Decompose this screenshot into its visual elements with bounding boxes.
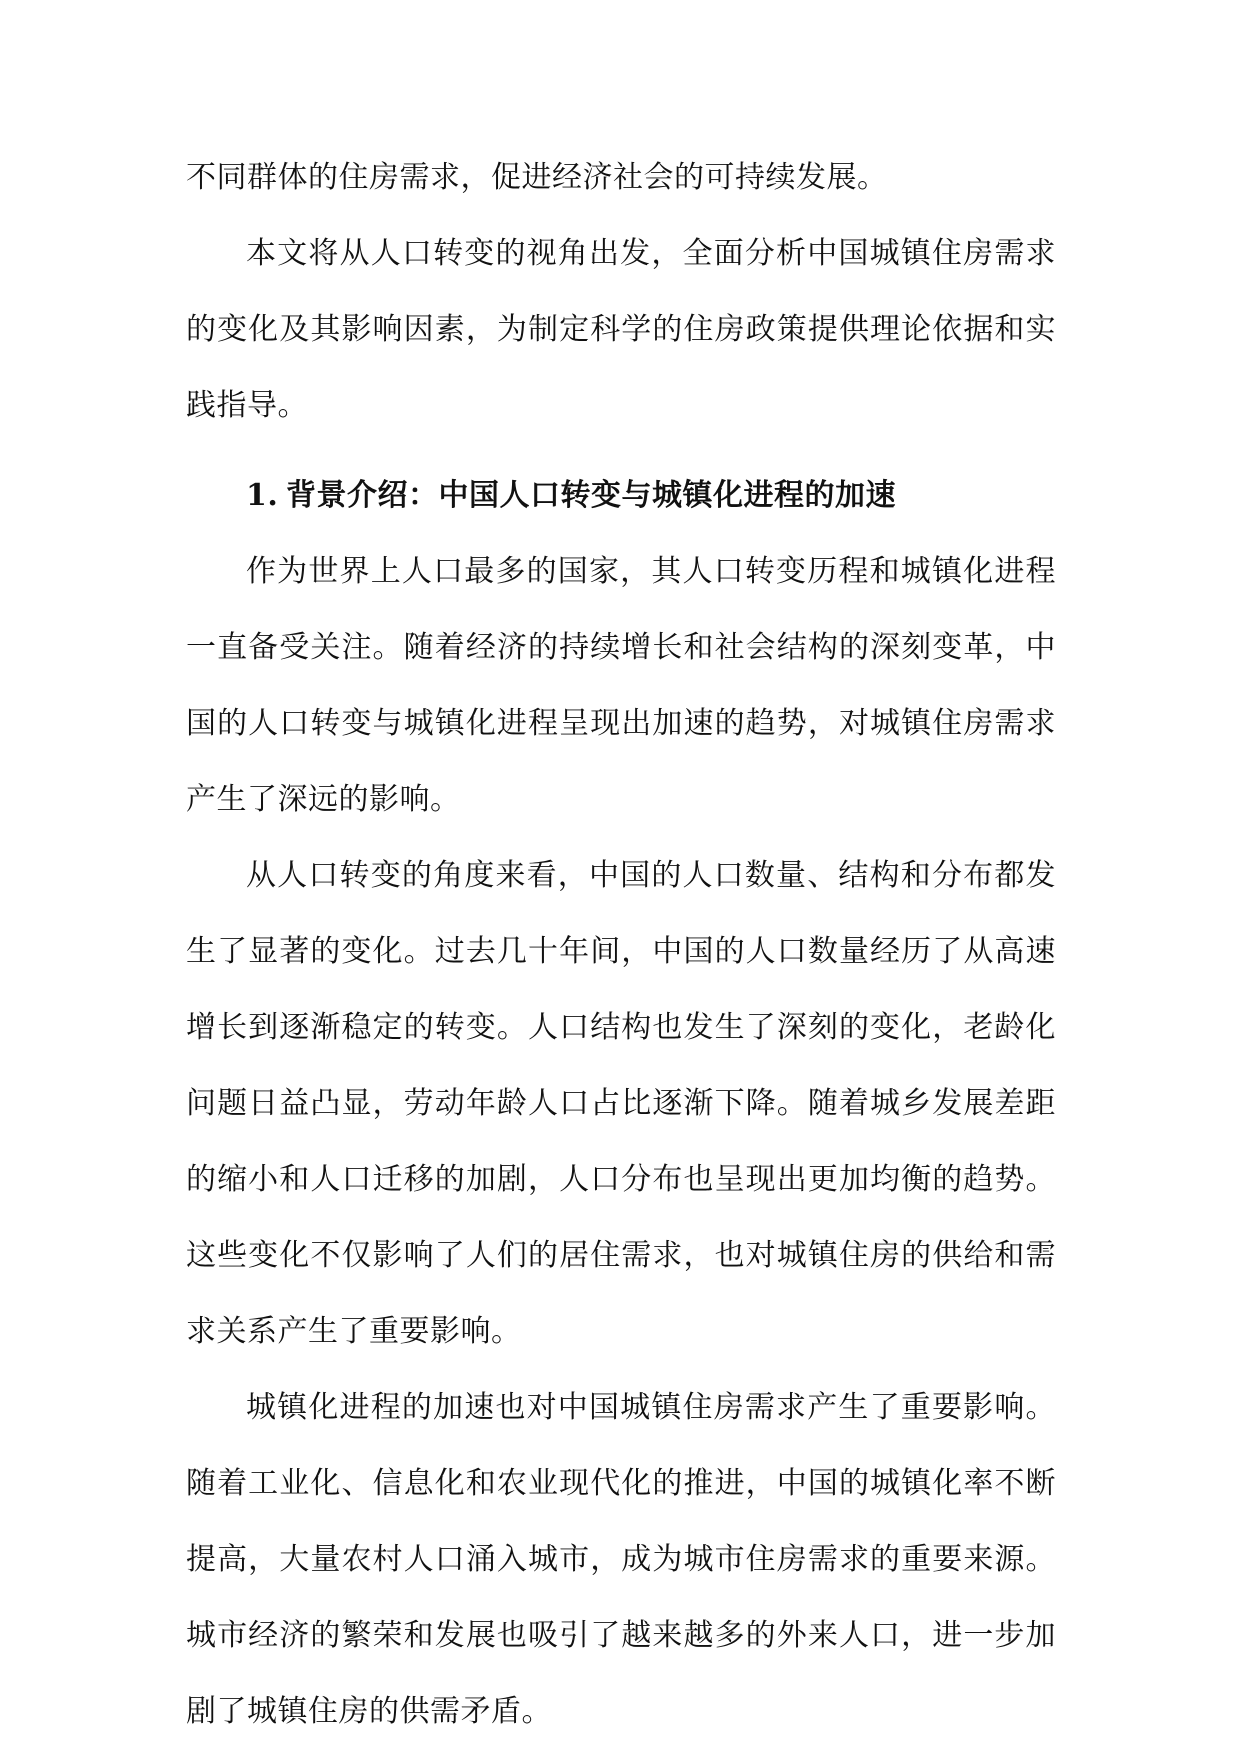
section-title: 背景介绍：中国人口转变与城镇化进程的加速 bbox=[286, 478, 896, 513]
paragraph-background: 作为世界上人口最多的国家，其人口转变历程和城镇化进程一直备受关注。随着经济的持续增长和社会结构的深刻变革，中国的人口转变与城镇化进程呈现出加速的趋势，对城镇住房需求产生了深远的影响。 bbox=[186, 554, 1056, 817]
document-page bbox=[186, 140, 1056, 1750]
paragraph-intro: 本文将从人口转变的视角出发，全面分析中国城镇住房需求的变化及其影响因素，为制定科学的住房政策提供理论依据和实践指导。 bbox=[186, 236, 1056, 423]
section-gap bbox=[186, 444, 1056, 458]
paragraph-urbanization: 城镇化进程的加速也对中国城镇住房需求产生了重要影响。随着工业化、信息化和农业现代化的推进，中国的城镇化率不断提高，大量农村人口涌入城市，成为城市住房需求的重要来源。城市经济的繁荣和发展也吸引了越来越多的外来人口，进一步加剧了城镇住房的供需矛盾。 bbox=[186, 1390, 1056, 1729]
paragraph-population: 从人口转变的角度来看，中国的人口数量、结构和分布都发生了显著的变化。过去几十年间，中国的人口数量经历了从高速增长到逐渐稳定的转变。人口结构也发生了深刻的变化，老龄化问题日益凸显，劳动年龄人口占比逐渐下降。随着城乡发展差距的缩小和人口迁移的加剧，人口分布也呈现出更加均衡的趋势。这些变化不仅影响了人们的居住需求，也对城镇住房的供给和需求关系产生了重要影响。 bbox=[186, 858, 1056, 1349]
section-number: 1. bbox=[246, 478, 279, 513]
paragraph-continuation: 不同群体的住房需求，促进经济社会的可持续发展。 bbox=[186, 160, 888, 195]
section-heading bbox=[186, 458, 1056, 534]
